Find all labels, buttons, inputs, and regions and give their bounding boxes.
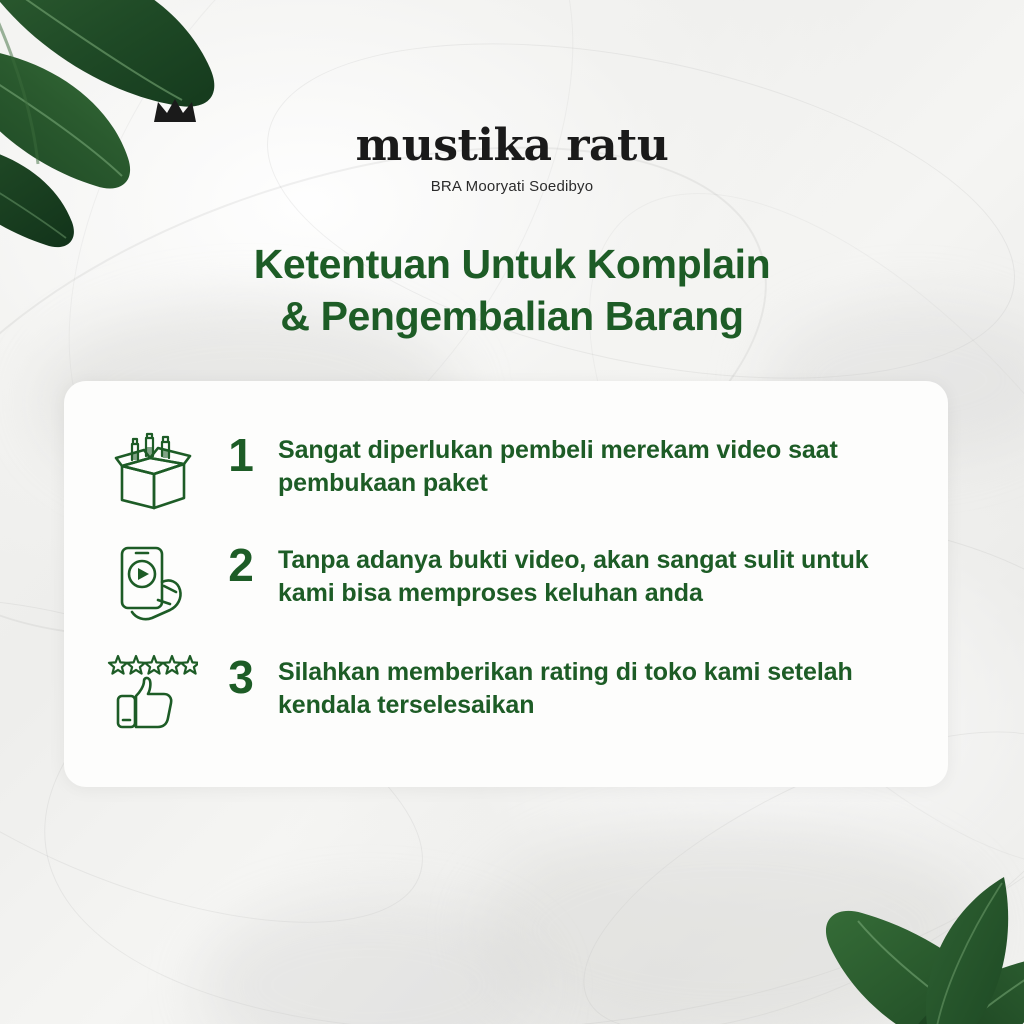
list-item xyxy=(100,650,920,732)
marble-smudge xyxy=(480,820,980,1024)
marble-smudge xyxy=(200,900,540,1024)
list-item xyxy=(100,428,920,512)
list-item-text: Sangat diperlukan pembeli merekam video saat pembukaan paket xyxy=(278,436,838,497)
brand-tagline: BRA Mooryati Soedibyo xyxy=(430,178,594,195)
open-box-package-icon xyxy=(100,428,204,512)
crown-icon xyxy=(152,98,198,124)
brand-lockup xyxy=(0,120,1024,195)
list-item-text: Silahkan memberikan rating di toko kami setelah kendala terselesaikan xyxy=(278,658,853,719)
page-title xyxy=(0,238,1024,343)
brand-name: mustika ratu xyxy=(355,120,669,171)
list-item-number: 1 xyxy=(228,429,254,481)
terms-list xyxy=(100,428,920,758)
list-item xyxy=(100,538,920,624)
marble-vein xyxy=(237,0,1024,438)
thumbs-up-stars-rating-icon xyxy=(100,650,204,732)
list-item-number: 3 xyxy=(228,651,254,703)
leaf-decoration-bottom-right xyxy=(714,769,1024,1024)
page-title-line1: Ketentuan Untuk Komplain xyxy=(253,241,771,287)
page-title-line2: & Pengembalian Barang xyxy=(280,293,744,340)
list-item-number: 2 xyxy=(228,539,254,591)
hand-holding-phone-video-icon xyxy=(100,538,204,624)
list-item-text: Tanpa adanya bukti video, akan sangat sulit untuk kami bisa memproses keluhan anda xyxy=(278,546,869,607)
